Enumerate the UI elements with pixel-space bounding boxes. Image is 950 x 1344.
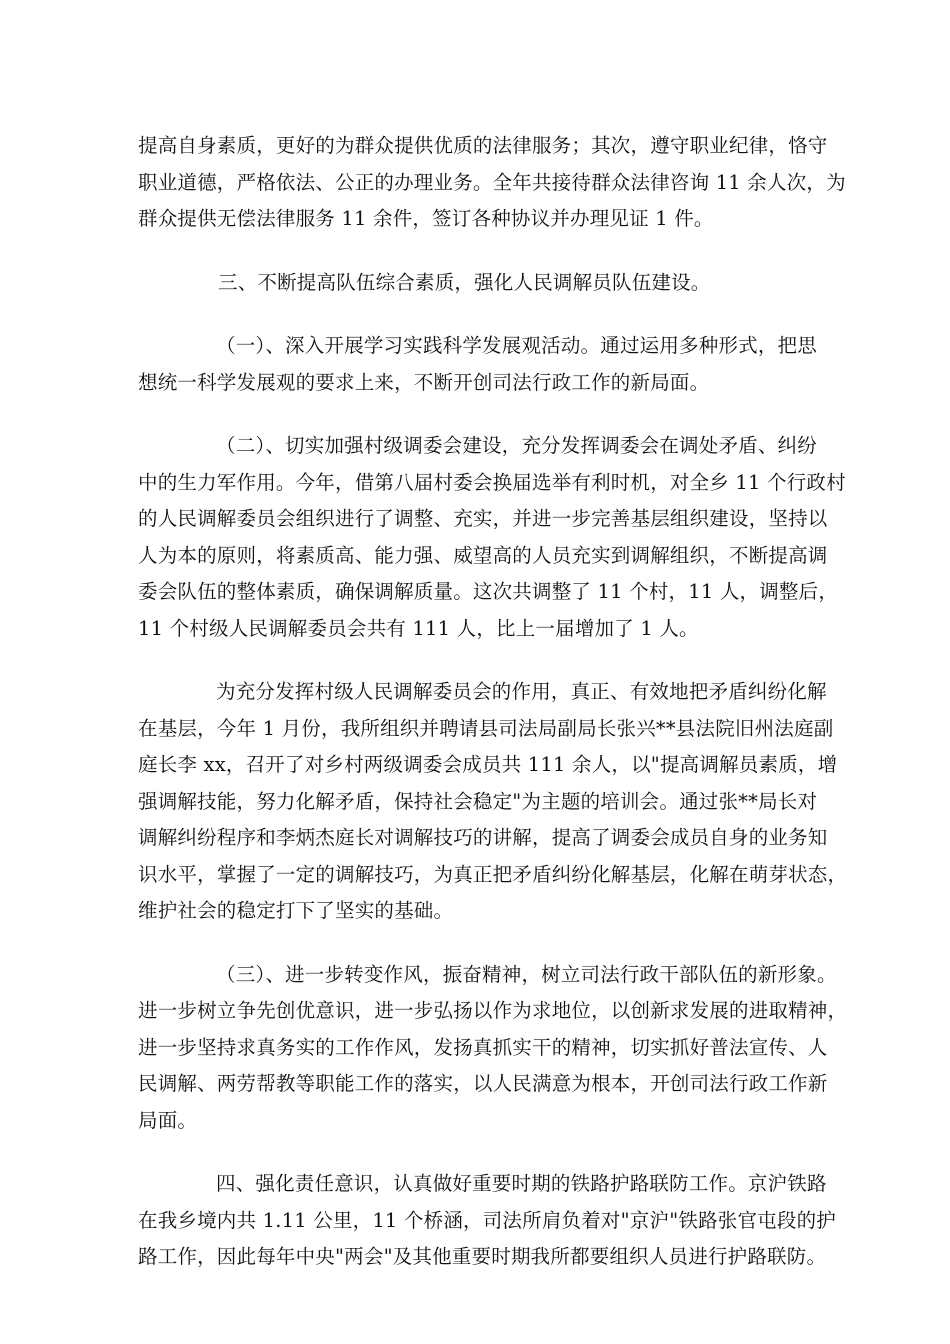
text-line: 调解纠纷程序和李炳杰庭长对调解技巧的讲解，提高了调委会成员自身的业务知 (138, 826, 828, 849)
text-line: 在基层，今年 1 月份，我所组织并聘请县司法局副局长张兴**县法院旧州法庭副 (138, 716, 834, 740)
paragraph-training (138, 674, 848, 930)
text-line: 职业道德，严格依法、公正的办理业务。全年共接待群众法律咨询 11 余人次，为 (138, 170, 846, 194)
text-line: 局面。 (138, 1108, 198, 1132)
text-line: 路工作，因此每年中央"两会"及其他重要时期我所都要组织人员进行护路联防。 (138, 1245, 827, 1268)
text-line: 中的生力军作用。今年，借第八届村委会换届选举有利时机，对全乡 11 个行政村 (138, 470, 846, 494)
text-line: 进一步坚持求真务实的工作作风，发扬真抓实干的精神，切实抓好普法宣传、人 (138, 1035, 828, 1059)
text-line: （一）、深入开展学习实践科学发展观活动。通过运用多种形式，把思 (216, 334, 817, 357)
text-line: 群众提供无偿法律服务 11 余件，签订各种协议并办理见证 1 件。 (138, 207, 714, 230)
text-line: 想统一科学发展观的要求上来，不断开创司法行政工作的新局面。 (138, 370, 710, 394)
section-railway-defense (138, 1166, 836, 1276)
text-line: 四、强化责任意识，认真做好重要时期的铁路护路联防工作。京沪铁路 (216, 1172, 827, 1195)
text-line: （二）、切实加强村级调委会建设，充分发挥调委会在调处矛盾、纠纷 (216, 434, 817, 457)
text-line: 为充分发挥村级人民调解委员会的作用，真正、有效地把矛盾纠纷化解 (216, 680, 827, 703)
text-line: 的人民调解委员会组织进行了调整、充实，并进一步完善基层组织建设，坚持以 (138, 507, 828, 530)
text-line: 三、不断提高队伍综合素质，强化人民调解员队伍建设。 (218, 270, 711, 294)
text-line: 委会队伍的整体素质，确保调解质量。这次共调整了 11 个村，11 人，调整后， (138, 580, 839, 603)
paragraph-item-two (138, 428, 846, 647)
text-line: 庭长李 xx，召开了对乡村两级调委会成员共 111 余人，以"提高调解员素质，增 (138, 753, 838, 776)
text-line: 人为本的原则，将素质高、能力强、威望高的人员充实到调解组织，不断提高调 (138, 543, 828, 567)
section-heading-three (138, 265, 818, 302)
paragraph-item-one (138, 328, 818, 401)
text-line: 在我乡境内共 1.11 公里，11 个桥涵，司法所肩负着对"京沪"铁路张官屯段的护 (138, 1208, 836, 1232)
text-line: （三）、进一步转变作风，振奋精神，树立司法行政干部队伍的新形象。 (216, 962, 837, 986)
text-line: 11 个村级人民调解委员会共有 111 人，比上一届增加了 1 人。 (138, 616, 699, 640)
text-line: 识水平，掌握了一定的调解技巧，为真正把矛盾纠纷化解基层，化解在萌芽状态， (138, 862, 848, 886)
paragraph-item-three (138, 957, 848, 1140)
document-page (138, 128, 848, 1303)
text-line: 提高自身素质，更好的为群众提供优质的法律服务；其次，遵守职业纪律，恪守 (138, 134, 828, 157)
text-line: 民调解、两劳帮教等职能工作的落实，以人民满意为根本，开创司法行政工作新 (138, 1072, 828, 1095)
paragraph-service-summary (138, 128, 846, 238)
text-line: 强调解技能，努力化解矛盾，保持社会稳定"为主题的培训会。通过张**局长对 (138, 789, 818, 813)
text-line: 维护社会的稳定打下了坚实的基础。 (138, 899, 454, 922)
text-line: 进一步树立争先创优意识，进一步弘扬以作为求地位，以创新求发展的进取精神， (138, 999, 848, 1022)
